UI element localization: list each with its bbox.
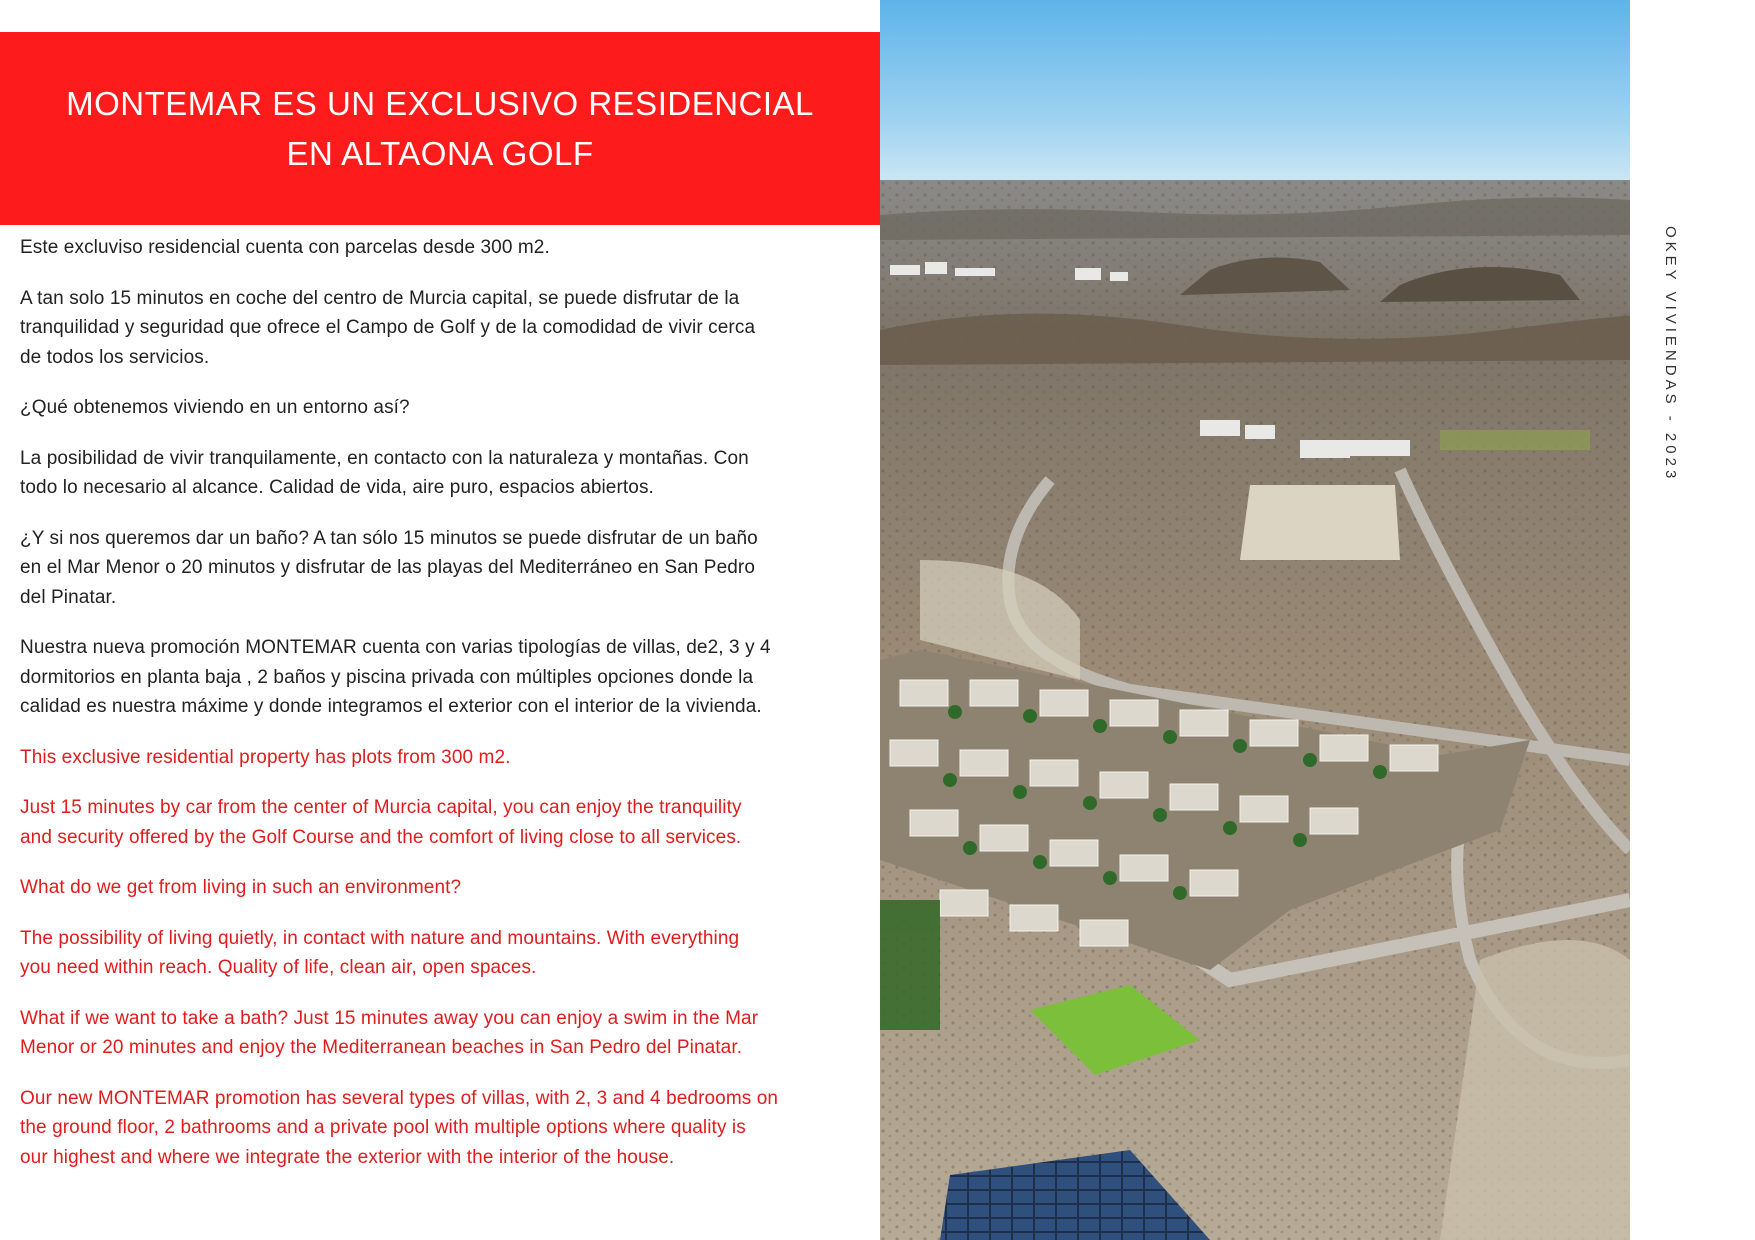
title-line-2: EN ALTAONA GOLF (286, 134, 594, 172)
brand-year-label: OKEY VIVIENDAS - 2023 (1662, 226, 1679, 483)
es-paragraph-5: ¿Y si nos queremos dar un baño? A tan sólo 15 minutos se puede disfrutar de un baño en el Mar Menor o 20 minutos y disfrutar de las playas del Mediterráneo en San Pedro del Pinatar. (20, 527, 758, 608)
es-paragraph-2: A tan solo 15 minutos en coche del centro de Murcia capital, se puede disfrutar de la tranquilidad y seguridad que ofrece el Campo de Golf y de la comodidad de vivir cerca de todos los servicios. (20, 287, 756, 368)
en-paragraph-6: Our new MONTEMAR promotion has several types of villas, with 2, 3 and 4 bedrooms on the ground floor, 2 bathrooms and a private pool with multiple options where quality is our highest and where we integrate the exterior with the interior of the house. (20, 1087, 779, 1168)
title-banner (0, 32, 880, 225)
es-paragraph-3: ¿Qué obtenemos viviendo en un entorno así? (20, 397, 410, 418)
title-line-1: MONTEMAR ES UN EXCLUSIVO RESIDENCIAL (66, 84, 814, 122)
aerial-photo (880, 0, 1630, 1240)
en-paragraph-2: Just 15 minutes by car from the center of Murcia capital, you can enjoy the tranquility and security offered by the Golf Course and the comfort of living close to all services. (20, 797, 742, 848)
en-paragraph-1: This exclusive residential property has plots from 300 m2. (20, 746, 511, 768)
en-paragraph-3: What do we get from living in such an environment? (20, 877, 462, 898)
description-column (20, 233, 868, 1193)
en-paragraph-5: What if we want to take a bath? Just 15 minutes away you can enjoy a swim in the Mar Menor or 20 minutes and enjoy the Mediterranean beaches in San Pedro del Pinatar. (20, 1007, 759, 1058)
en-paragraph-4: The possibility of living quietly, in contact with nature and mountains. With everything you need within reach. Quality of life, clean air, open spaces. (20, 927, 740, 978)
es-paragraph-4: La posibilidad de vivir tranquilamente, en contacto con la naturaleza y montañas. Con todo lo necesario al alcance. Calidad de vida, aire puro, espacios abiertos. (20, 447, 749, 498)
es-paragraph-6: Nuestra nueva promoción MONTEMAR cuenta con varias tipologías de villas, de2, 3 y 4 dormitorios en planta baja , 2 baños y piscina privada con múltiples opciones donde la calidad es nuestra máxime y donde integramos el exterior con el interior de la vivienda. (20, 637, 771, 717)
es-paragraph-1: Este excluviso residencial cuenta con parcelas desde 300 m2. (20, 237, 550, 258)
